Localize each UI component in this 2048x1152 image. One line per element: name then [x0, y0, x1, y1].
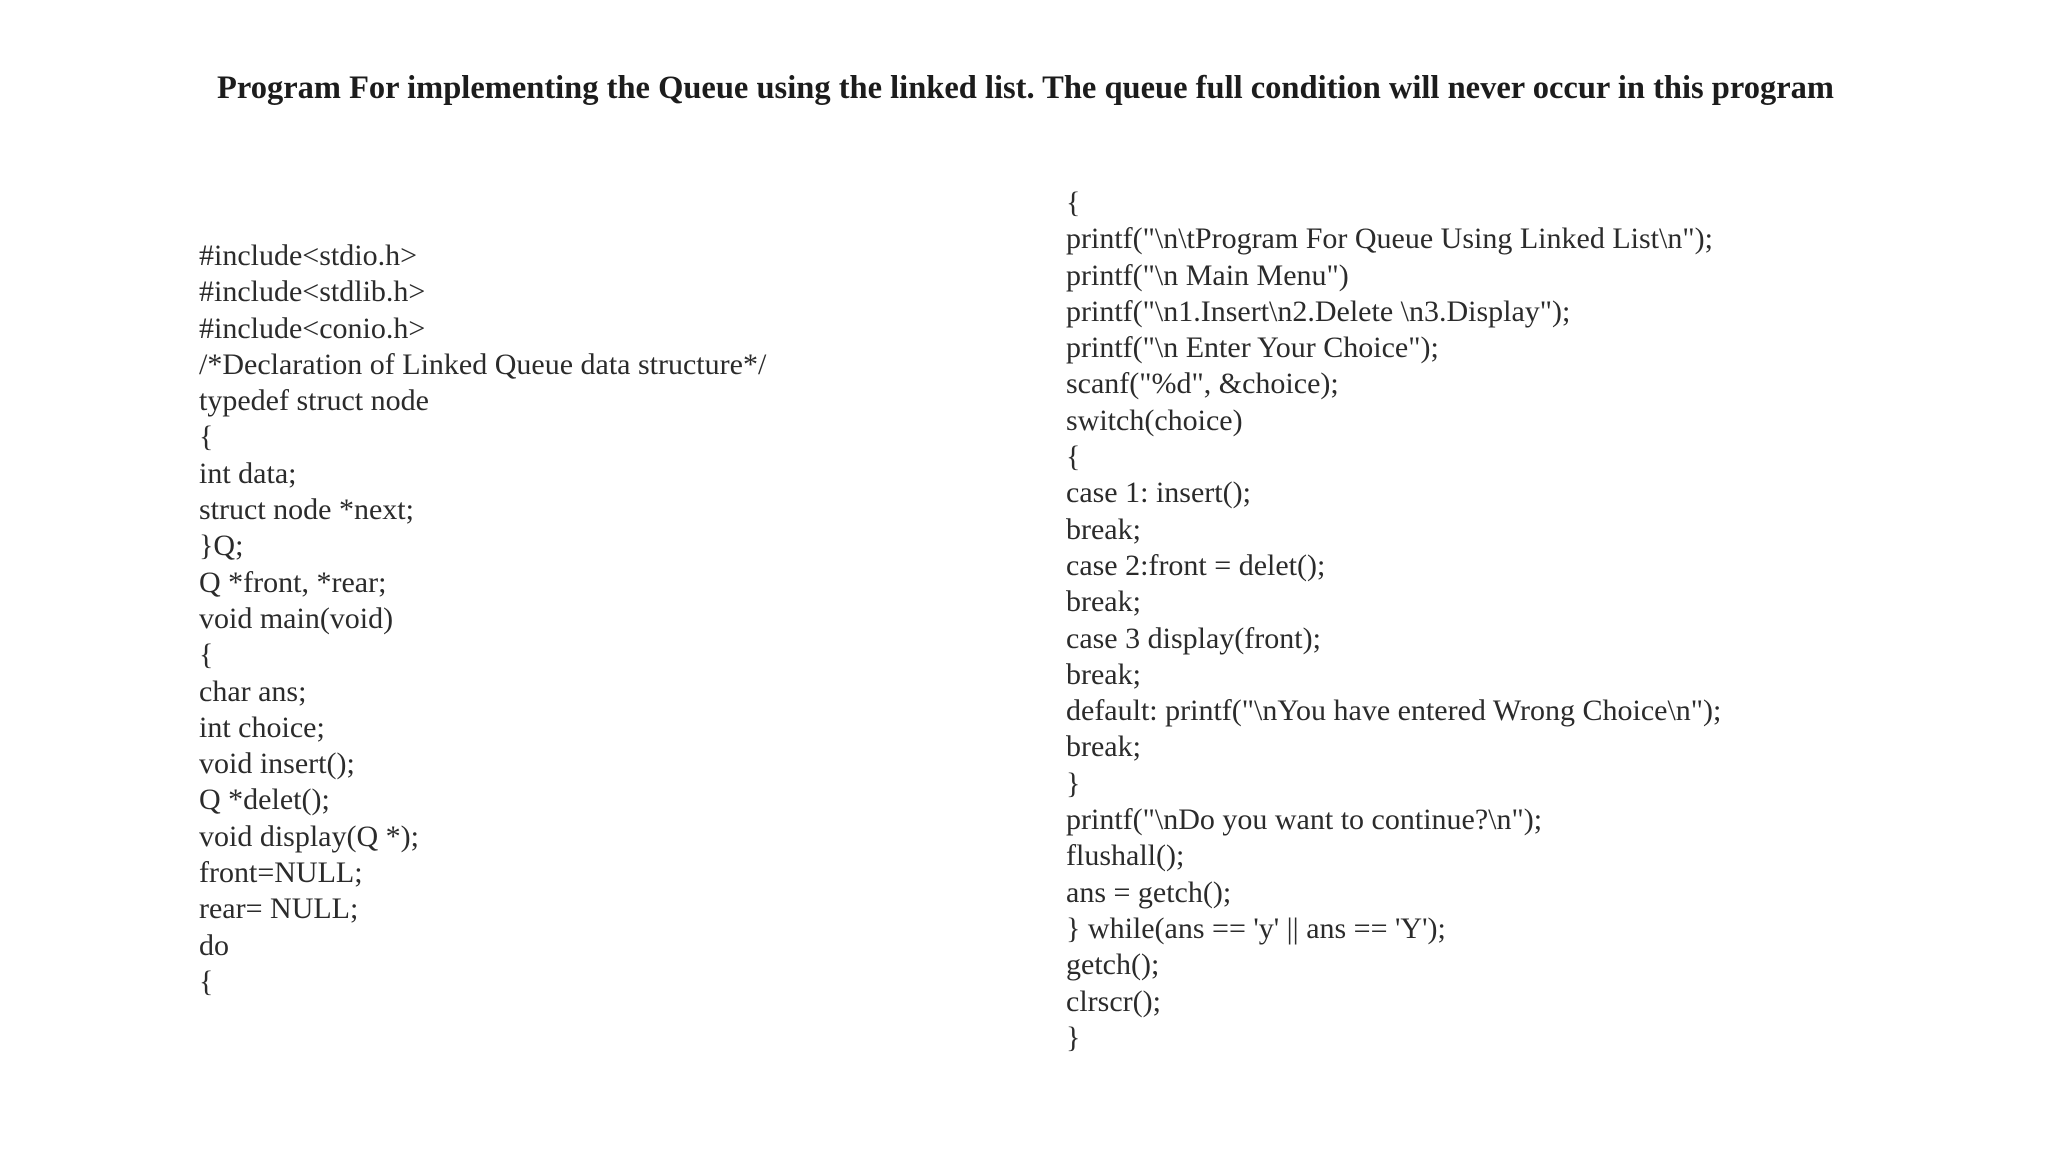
page-title: Program For implementing the Queue using the linked list. The queue full condition will never occur in this program — [217, 70, 1834, 106]
code-line: { — [1066, 186, 1081, 219]
code-line: case 3 display(front); — [1066, 621, 1321, 655]
code-line: getch(); — [1066, 948, 1160, 982]
code-line: ans = getch(); — [1066, 875, 1232, 909]
code-line: default: printf("\nYou have entered Wrong Choice\n"); — [1066, 694, 1722, 728]
code-line: void insert(); — [199, 747, 355, 781]
code-line: break; — [1066, 512, 1141, 546]
code-line: } — [1066, 1020, 1081, 1054]
code-line: } — [1066, 766, 1081, 800]
code-line: case 1: insert(); — [1066, 476, 1251, 510]
code-line: scanf("%d", &choice); — [1066, 367, 1339, 401]
code-line: { — [199, 420, 214, 454]
code-line: { — [199, 638, 214, 672]
code-line: /*Declaration of Linked Queue data structure*/ — [199, 347, 767, 381]
code-line: printf("\n Enter Your Choice"); — [1066, 331, 1439, 365]
code-line: rear= NULL; — [199, 892, 359, 926]
code-line: front=NULL; — [199, 856, 363, 890]
code-line: struct node *next; — [199, 493, 414, 527]
code-line: printf("\n1.Insert\n2.Delete \n3.Display"); — [1066, 294, 1571, 328]
code-line: Q *front, *rear; — [199, 565, 387, 599]
code-line: break; — [1066, 657, 1141, 691]
code-line: typedef struct node — [199, 384, 429, 418]
code-line: flushall(); — [1066, 839, 1185, 873]
code-line: { — [1066, 440, 1081, 474]
code-line: Q *delet(); — [199, 783, 330, 817]
code-line: printf("\n Main Menu") — [1066, 258, 1349, 292]
code-line: printf("\n\tProgram For Queue Using Linked List\n"); — [1066, 222, 1713, 256]
code-line: void display(Q *); — [199, 819, 419, 853]
code-line: break; — [1066, 585, 1141, 619]
code-line: void main(void) — [199, 601, 394, 635]
code-line: do — [199, 928, 229, 962]
code-line: break; — [1066, 730, 1141, 764]
code-line: #include<stdlib.h> — [199, 275, 426, 309]
code-line: int data; — [199, 456, 297, 490]
code-line: printf("\nDo you want to continue?\n"); — [1066, 803, 1543, 837]
code-line: int choice; — [199, 710, 325, 744]
code-line: { — [199, 964, 214, 998]
left-code-column — [199, 238, 766, 1000]
code-line: switch(choice) — [1066, 403, 1243, 437]
code-line: }Q; — [199, 529, 244, 563]
code-line: char ans; — [199, 674, 307, 708]
code-line: #include<stdio.h> — [199, 239, 417, 272]
code-line: clrscr(); — [1066, 984, 1161, 1018]
code-line: } while(ans == 'y' || ans == 'Y'); — [1066, 911, 1446, 945]
code-line: #include<conio.h> — [199, 311, 426, 345]
right-code-column — [1066, 185, 1721, 1056]
code-line: case 2:front = delet(); — [1066, 548, 1326, 582]
